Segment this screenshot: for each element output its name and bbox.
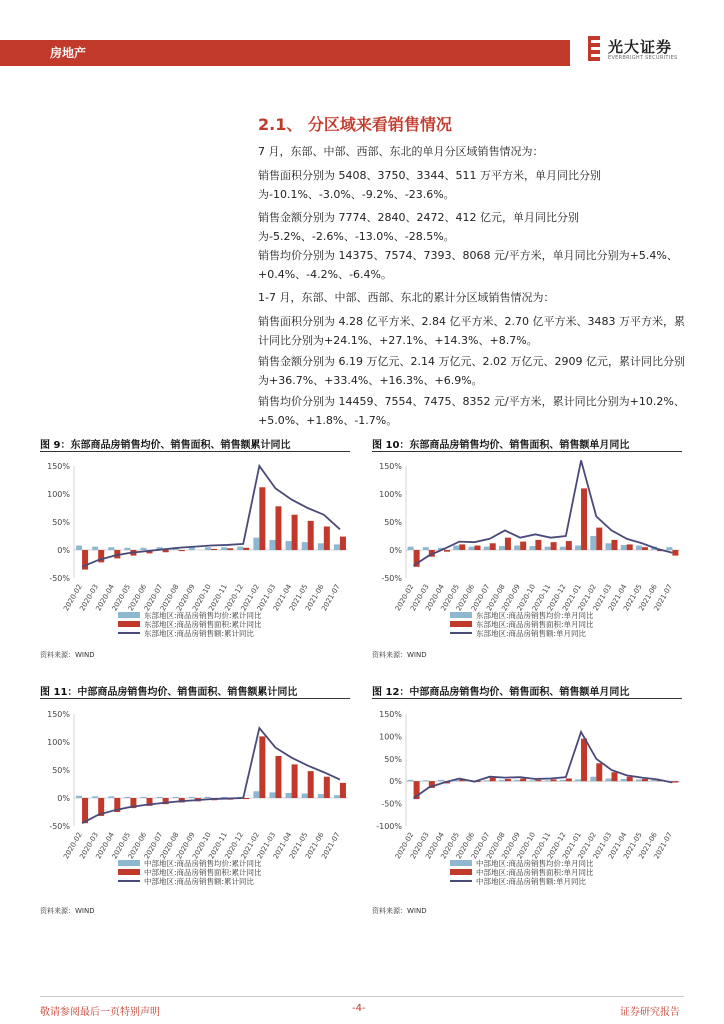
paragraph: 销售面积分别为 5408、3750、3344、511 万平方米，单月同比分别为-10.1%、-3.0%、-9.2%、-23.6%。 xyxy=(258,169,601,201)
source-note: 资料来源：WIND xyxy=(372,651,427,659)
y-tick-label: -50% xyxy=(49,574,70,583)
legend-label: 中部地区:商品房销售额:累计同比 xyxy=(144,877,255,886)
figure-9-title: 图 9：东部商品房销售均价、销售面积、销售额累计同比 xyxy=(40,436,350,452)
x-tick-label: 2020-11 xyxy=(207,583,229,613)
bar-price xyxy=(253,538,259,550)
x-tick-label: 2021-05 xyxy=(622,583,644,613)
bar-area xyxy=(275,506,281,550)
bar-price xyxy=(606,543,612,550)
legend-swatch xyxy=(450,869,472,875)
line-sales-amount xyxy=(82,728,340,823)
legend-label: 中部地区:商品房销售额:单月同比 xyxy=(476,877,587,886)
bar-price xyxy=(334,795,340,798)
x-tick-label: 2021-07 xyxy=(652,831,675,861)
x-tick-label: 2020-05 xyxy=(110,831,133,861)
x-tick-label: 2021-02 xyxy=(239,831,262,861)
y-tick-label: 150% xyxy=(379,462,402,471)
bar-area xyxy=(642,547,648,550)
x-tick-label: 2020-03 xyxy=(78,583,100,613)
x-tick-label: 2020-07 xyxy=(142,583,165,613)
bar-price xyxy=(575,779,581,781)
legend-swatch xyxy=(118,860,140,866)
paragraph: 销售均价分别为 14459、7554、7475、8352 元/平方米，累计同比分别为+10.2%、+5.0%、+1.8%、-1.7%。 xyxy=(258,395,685,427)
bar-area xyxy=(82,798,88,823)
bar-area xyxy=(308,771,314,798)
bar-price xyxy=(529,546,535,550)
x-tick-label: 2020-05 xyxy=(110,583,133,613)
bar-price xyxy=(636,779,642,781)
line-sales-amount xyxy=(82,466,340,567)
bar-area xyxy=(227,548,233,550)
legend-swatch xyxy=(118,612,140,618)
bar-area xyxy=(505,538,511,550)
x-tick-label: 2020-12 xyxy=(223,831,245,861)
header-bar xyxy=(0,40,570,66)
x-tick-label: 2020-12 xyxy=(546,831,568,861)
figure-11-title: 图 11：中部商品房销售均价、销售面积、销售额累计同比 xyxy=(40,683,350,699)
x-tick-label: 2020-06 xyxy=(126,583,149,613)
bar-area xyxy=(520,542,526,550)
bar-area xyxy=(612,772,618,781)
bar-price xyxy=(76,796,82,798)
x-tick-label: 2021-02 xyxy=(239,583,262,613)
bar-area xyxy=(340,537,346,550)
bar-price xyxy=(666,547,672,550)
y-tick-label: -100% xyxy=(376,822,402,831)
paragraph: 销售金额分别为 7774、2840、2472、412 亿元，单月同比分别为-5.2%、-2.6%、-13.0%、-28.5%。 xyxy=(258,211,579,243)
source-note: 资料来源：WIND xyxy=(372,907,427,915)
bar-price xyxy=(438,780,444,781)
paragraph: 销售均价分别为 14375、7574、7393、8068 元/平方米，单月同比分别为+5.4%、+0.4%、-4.2%、-6.4%。 xyxy=(258,249,678,281)
paragraph: 7 月，东部、中部、西部、东北的单月分区域销售情况为： xyxy=(258,145,544,158)
y-tick-label: 150% xyxy=(47,462,70,471)
bar-area xyxy=(490,543,496,550)
x-tick-label: 2020-11 xyxy=(207,831,229,861)
bar-area xyxy=(243,798,249,799)
x-tick-label: 2020-06 xyxy=(126,831,149,861)
x-tick-label: 2020-07 xyxy=(469,583,492,613)
legend-swatch xyxy=(450,612,472,618)
x-tick-label: 2020-10 xyxy=(191,583,213,613)
x-tick-label: 2020-09 xyxy=(500,831,522,861)
legend-swatch xyxy=(118,621,140,627)
bar-price xyxy=(621,545,627,550)
bar-price xyxy=(108,796,114,798)
x-tick-label: 2020-02 xyxy=(62,583,84,613)
x-tick-label: 2020-03 xyxy=(409,583,431,613)
x-tick-label: 2021-06 xyxy=(304,583,326,613)
bar-price xyxy=(269,540,275,550)
bar-area xyxy=(505,779,511,781)
bar-area xyxy=(581,488,587,550)
footer-disclaimer: 敬请参阅最后一页特别声明 xyxy=(40,1007,160,1018)
bar-area xyxy=(444,550,450,552)
source-note: 资料来源：WIND xyxy=(40,651,95,659)
x-tick-label: 2020-02 xyxy=(393,831,416,861)
bar-area xyxy=(275,756,281,798)
x-tick-label: 2020-04 xyxy=(424,583,446,613)
bar-area xyxy=(324,777,330,798)
x-tick-label: 2020-08 xyxy=(158,831,181,861)
x-tick-label: 2021-04 xyxy=(271,583,294,613)
bar-price xyxy=(545,547,551,550)
y-tick-label: 0% xyxy=(389,777,402,787)
x-tick-label: 2020-09 xyxy=(175,831,197,861)
logo-subtitle: EVERBRIGHT SECURITIES xyxy=(608,55,678,61)
y-tick-label: -50% xyxy=(381,574,402,583)
x-tick-label: 2021-06 xyxy=(637,583,659,613)
bar-price xyxy=(590,536,596,550)
legend-label: 中部地区:商品房销售均价:累计同比 xyxy=(144,859,262,868)
bar-price xyxy=(286,541,292,550)
y-tick-label: 50% xyxy=(52,518,70,527)
x-tick-label: 2020-05 xyxy=(439,583,462,613)
bar-price xyxy=(205,797,211,798)
x-tick-label: 2021-06 xyxy=(637,831,659,861)
y-tick-label: 100% xyxy=(47,490,70,499)
chart-figure-11 xyxy=(40,706,352,902)
bar-price xyxy=(560,780,566,781)
brand-logo xyxy=(588,34,688,68)
legend-label: 中部地区:商品房销售面积:累计同比 xyxy=(144,868,262,877)
y-tick-label: 50% xyxy=(384,518,402,527)
x-tick-label: 2020-09 xyxy=(500,583,522,613)
bar-area xyxy=(642,779,648,781)
legend-label: 东部地区:商品房销售额:累计同比 xyxy=(144,629,255,638)
bar-price xyxy=(302,542,308,550)
x-tick-label: 2020-03 xyxy=(78,831,100,861)
x-tick-label: 2020-03 xyxy=(409,831,431,861)
x-tick-label: 2021-01 xyxy=(561,583,583,613)
x-tick-label: 2020-09 xyxy=(175,583,197,613)
bar-area xyxy=(566,541,572,550)
x-tick-label: 2020-08 xyxy=(485,831,507,861)
y-tick-label: 150% xyxy=(47,710,70,719)
bar-area xyxy=(308,521,314,550)
bar-price xyxy=(423,780,429,781)
logo-name: 光大证券 xyxy=(608,38,673,56)
figure-12-title: 图 12：中部商品房销售均价、销售面积、销售额单月同比 xyxy=(372,683,682,699)
y-tick-label: 0% xyxy=(57,794,70,803)
y-tick-label: 0% xyxy=(389,546,402,555)
bar-price xyxy=(423,547,429,550)
bar-area xyxy=(535,780,541,781)
y-tick-label: 100% xyxy=(379,490,402,499)
bar-price xyxy=(253,791,259,798)
x-tick-label: 2021-02 xyxy=(576,831,599,861)
x-tick-label: 2020-04 xyxy=(94,831,117,861)
bar-price xyxy=(157,797,163,798)
bar-price xyxy=(560,547,566,550)
x-tick-label: 2021-05 xyxy=(287,583,310,613)
y-tick-label: 100% xyxy=(379,732,402,742)
legend-label: 东部地区:商品房销售额:单月同比 xyxy=(476,629,587,638)
x-tick-label: 2021-07 xyxy=(652,583,675,613)
bar-area xyxy=(566,779,572,782)
x-tick-label: 2021-06 xyxy=(304,831,326,861)
bar-area xyxy=(259,736,265,798)
legend-swatch xyxy=(450,860,472,866)
paragraph: 销售金额分别为 6.19 万亿元、2.14 万亿元、2.02 万亿元、2909 亿元，累计同比分别为+36.7%、+33.4%、+16.3%、+6.9%。 xyxy=(258,355,685,387)
x-tick-label: 2020-11 xyxy=(530,583,553,613)
chart-figure-12 xyxy=(372,706,684,902)
bar-area xyxy=(627,544,633,550)
bar-area xyxy=(292,764,298,798)
x-tick-label: 2021-04 xyxy=(606,583,629,613)
legend-label: 东部地区:商品房销售均价:单月同比 xyxy=(476,611,594,620)
x-tick-label: 2021-07 xyxy=(320,583,342,613)
bar-price xyxy=(590,777,596,781)
bar-price xyxy=(469,547,475,550)
legend-swatch xyxy=(450,621,472,627)
bar-area xyxy=(459,544,465,550)
chart-figure-10 xyxy=(372,458,684,648)
bar-area xyxy=(535,540,541,550)
bar-area xyxy=(596,763,602,781)
legend-label: 东部地区:商品房销售均价:累计同比 xyxy=(144,611,262,620)
bar-area xyxy=(581,739,587,782)
legend-label: 东部地区:商品房销售面积:单月同比 xyxy=(476,620,594,629)
bar-price xyxy=(302,794,308,798)
bar-area xyxy=(179,550,185,551)
bar-price xyxy=(575,546,581,550)
x-tick-label: 2020-02 xyxy=(393,583,416,613)
bar-price xyxy=(318,794,324,798)
x-tick-label: 2020-12 xyxy=(546,583,568,613)
x-tick-label: 2021-07 xyxy=(320,831,342,861)
x-tick-label: 2020-12 xyxy=(223,583,245,613)
y-tick-label: 0% xyxy=(57,546,70,555)
y-tick-label: 100% xyxy=(47,738,70,747)
bar-price xyxy=(408,780,414,781)
bar-price xyxy=(334,544,340,550)
legend-label: 东部地区:商品房销售面积:累计同比 xyxy=(144,620,262,629)
bar-area xyxy=(551,542,557,550)
bar-price xyxy=(76,546,82,550)
bar-price xyxy=(141,548,147,550)
bar-price xyxy=(545,780,551,781)
bar-area xyxy=(672,550,678,556)
bar-price xyxy=(286,793,292,798)
x-tick-label: 2020-05 xyxy=(439,831,462,861)
x-tick-label: 2020-02 xyxy=(62,831,84,861)
bar-area xyxy=(292,515,298,550)
bar-price xyxy=(621,779,627,781)
bar-area xyxy=(520,779,526,782)
x-tick-label: 2020-06 xyxy=(454,583,477,613)
legend-label: 中部地区:商品房销售面积:单月同比 xyxy=(476,868,594,877)
bar-area xyxy=(211,549,217,550)
x-tick-label: 2021-04 xyxy=(606,831,629,861)
bar-price xyxy=(606,779,612,782)
bar-price xyxy=(514,780,520,781)
bar-price xyxy=(141,797,147,798)
bar-area xyxy=(475,546,481,550)
bar-area xyxy=(551,779,557,781)
footer-report-type: 证券研究报告 xyxy=(620,1007,680,1018)
bar-area xyxy=(627,777,633,781)
x-tick-label: 2021-04 xyxy=(271,831,294,861)
bar-price xyxy=(221,547,227,550)
y-tick-label: -50% xyxy=(381,799,402,809)
bar-price xyxy=(205,547,211,550)
bar-price xyxy=(124,797,130,798)
x-tick-label: 2021-01 xyxy=(561,831,583,861)
bar-area xyxy=(672,781,678,782)
bar-price xyxy=(484,780,490,781)
x-tick-label: 2021-03 xyxy=(255,831,278,861)
bar-price xyxy=(408,547,414,550)
footer-divider xyxy=(40,996,684,997)
bar-price xyxy=(189,797,195,798)
x-tick-label: 2020-08 xyxy=(158,583,181,613)
x-tick-label: 2020-11 xyxy=(530,831,553,861)
x-tick-label: 2020-08 xyxy=(485,583,507,613)
bar-price xyxy=(92,796,98,798)
x-tick-label: 2020-06 xyxy=(454,831,477,861)
source-note: 资料来源：WIND xyxy=(40,907,95,915)
bar-area xyxy=(490,778,496,782)
bar-area xyxy=(596,528,602,550)
page-number: -4- xyxy=(352,1003,366,1014)
bar-price xyxy=(108,547,114,550)
logo-icon xyxy=(588,36,604,66)
bar-price xyxy=(514,546,520,550)
bar-area xyxy=(612,540,618,550)
x-tick-label: 2021-02 xyxy=(576,583,599,613)
bar-price xyxy=(453,546,459,550)
bar-price xyxy=(636,546,642,550)
bar-price xyxy=(173,797,179,798)
x-tick-label: 2020-07 xyxy=(469,831,492,861)
x-tick-label: 2021-03 xyxy=(255,583,278,613)
y-tick-label: 150% xyxy=(379,710,402,719)
x-tick-label: 2021-05 xyxy=(622,831,644,861)
x-tick-label: 2020-10 xyxy=(515,583,538,613)
bar-area xyxy=(259,487,265,550)
x-tick-label: 2020-10 xyxy=(515,831,538,861)
x-tick-label: 2020-04 xyxy=(94,583,117,613)
x-tick-label: 2021-03 xyxy=(591,831,614,861)
legend-label: 中部地区:商品房销售均价:单月同比 xyxy=(476,859,594,868)
x-tick-label: 2020-07 xyxy=(142,831,165,861)
chart-figure-9 xyxy=(40,458,352,648)
figure-10-title: 图 10：东部商品房销售均价、销售面积、销售额单月同比 xyxy=(372,436,682,452)
bar-price xyxy=(269,792,275,798)
x-tick-label: 2021-03 xyxy=(591,583,614,613)
bar-price xyxy=(92,547,98,550)
y-tick-label: -50% xyxy=(49,822,70,831)
section-label: 房地产 xyxy=(50,46,87,60)
bar-area xyxy=(243,548,249,550)
paragraph: 销售面积分别为 4.28 亿平方米、2.84 亿平方米、2.70 亿平方米、3483 万平方米，累计同比分别为+24.1%、+27.1%、+14.3%、+8.7%。 xyxy=(258,315,685,347)
bar-area xyxy=(163,550,169,552)
bar-price xyxy=(318,543,324,550)
y-tick-label: 50% xyxy=(384,754,402,764)
bar-price xyxy=(499,546,505,550)
bar-price xyxy=(499,780,505,781)
bar-area xyxy=(324,526,330,550)
legend-swatch xyxy=(118,869,140,875)
bar-area xyxy=(340,783,346,798)
section-title: 2.1、 分区域来看销售情况 xyxy=(258,115,452,134)
x-tick-label: 2020-10 xyxy=(191,831,213,861)
bar-price xyxy=(124,548,130,550)
bar-price xyxy=(237,547,243,550)
x-tick-label: 2021-05 xyxy=(287,831,310,861)
bar-price xyxy=(529,780,535,781)
paragraph: 1-7 月，东部、中部、西部、东北的累计分区域销售情况为： xyxy=(258,291,555,304)
line-sales-amount xyxy=(414,732,673,798)
x-tick-label: 2020-04 xyxy=(424,831,446,861)
bar-price xyxy=(484,547,490,550)
y-tick-label: 50% xyxy=(52,766,70,775)
